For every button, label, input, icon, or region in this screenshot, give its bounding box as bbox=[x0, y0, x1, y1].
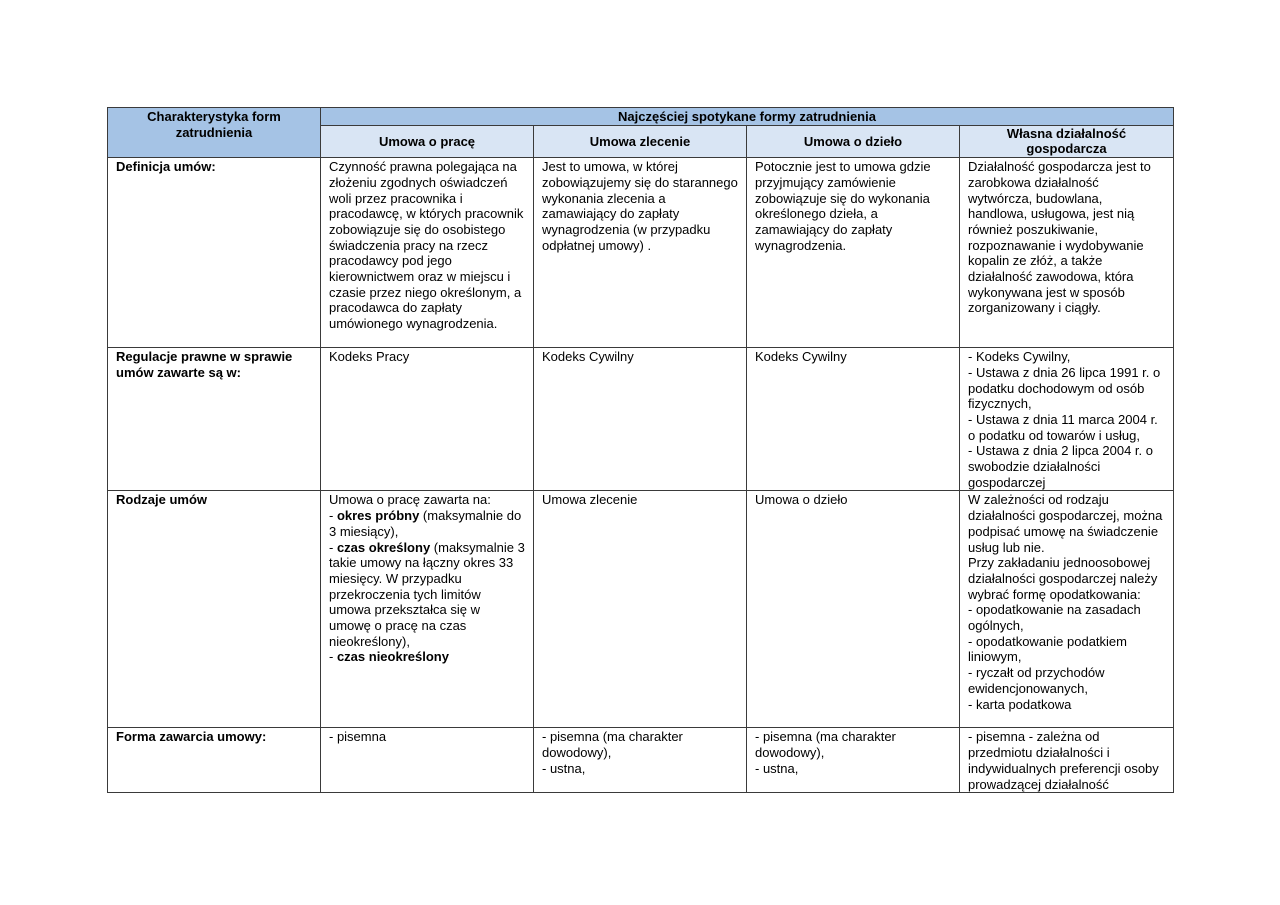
cell-text: Działalność gospodarcza jest to zarobkowa działalność wytwórcza, budowlana, handlowa, usługowa, jest nią również poszukiwanie, rozpoznawanie i wydobywanie kopalin ze złóż, a także działalność zawodowa, która wykonywana jest w sposób zorganizowany i ciągły. bbox=[960, 158, 1174, 348]
header-umowa-o-prace: Umowa o pracę bbox=[321, 125, 534, 157]
header-umowa-zlecenie: Umowa zlecenie bbox=[534, 125, 747, 157]
header-dzialalnosc: Własna działalność gospodarcza bbox=[960, 125, 1174, 157]
cell-text: - pisemna bbox=[321, 728, 534, 793]
cell-text: Kodeks Cywilny bbox=[534, 348, 747, 491]
header-umowa-o-dzielo: Umowa o dzieło bbox=[747, 125, 960, 157]
cell-text: Czynność prawna polegająca na złożeniu zgodnych oświadczeń woli przez pracownika i pracodawcę, w których pracownik zobowiązuje się do osobistego świadczenia pracy na rzecz pracodawcy pod jego kierownictwem oraz w miejscu i czasie przez niego określonym, a pracodawca do zapłaty umówionego wynagrodzenia. bbox=[321, 158, 534, 348]
header-characteristics: Charakterystyka form zatrudnienia bbox=[108, 108, 321, 158]
row-label-contract-form: Forma zawarcia umowy: bbox=[108, 728, 321, 793]
cell-text: Kodeks Cywilny bbox=[747, 348, 960, 491]
cell-text: - pisemna (ma charakter dowodowy), - ustna, bbox=[534, 728, 747, 793]
cell-rich-text: Umowa o pracę zawarta na: - okres próbny (maksymalnie do 3 miesiący), - czas określony (maksymalnie 3 takie umowy na łączny okres 33 miesięcy. W przypadku przekroczenia tych limitów umowa przekształca się w umowę o pracę na czas nieokreślony), - czas nieokreślony bbox=[321, 491, 534, 728]
cell-text: - pisemna - zależna od przedmiotu działalności i indywidualnych preferencji osoby prowadzącej działalność bbox=[960, 728, 1174, 793]
row-label-contract-types: Rodzaje umów bbox=[108, 491, 321, 728]
row-label-regulations: Regulacje prawne w sprawie umów zawarte są w: bbox=[108, 348, 321, 491]
table-row bbox=[108, 348, 1174, 491]
table-row bbox=[108, 158, 1174, 348]
term-probation: okres próbny bbox=[336, 508, 420, 524]
cell-text: Umowa o dzieło bbox=[747, 491, 960, 728]
cell-text: W zależności od rodzaju działalności gospodarczej, można podpisać umowę na świadczenie usług lub nie. Przy zakładaniu jednoosobowej działalności gospodarczej należy wybrać formę opodatkowania: - opodatkowanie na zasadach ogólnych, - opodatkowanie podatkiem liniowym, - ryczałt od przychodów ewidencjonowanych, - karta podatkowa bbox=[960, 491, 1174, 728]
row-label-definition: Definicja umów: bbox=[108, 158, 321, 348]
header-group-title: Najczęściej spotykane formy zatrudnienia bbox=[321, 108, 1174, 126]
employment-forms-table bbox=[107, 107, 1174, 793]
cell-text: - pisemna (ma charakter dowodowy), - ustna, bbox=[747, 728, 960, 793]
cell-text: - Kodeks Cywilny, - Ustawa z dnia 26 lipca 1991 r. o podatku dochodowym od osób fizycznych, - Ustawa z dnia 11 marca 2004 r. o podatku od towarów i usług, - Ustawa z dnia 2 lipca 2004 r. o swobodzie działalności gospodarczej bbox=[960, 348, 1174, 491]
table-row bbox=[108, 728, 1174, 793]
cell-text: Umowa zlecenie bbox=[534, 491, 747, 728]
table-row bbox=[108, 491, 1174, 728]
term-indefinite: czas nieokreślony bbox=[336, 649, 449, 665]
cell-intro: Umowa o pracę zawarta na: bbox=[329, 492, 491, 508]
term-fixed: czas określony bbox=[336, 539, 431, 555]
cell-text: Potocznie jest to umowa gdzie przyjmujący zamówienie zobowiązuje się do wykonania określonego dzieła, a zamawiający do zapłaty wynagrodzenia. bbox=[747, 158, 960, 348]
cell-text: Jest to umowa, w której zobowiązujemy się do starannego wykonania zlecenia a zamawiający do zapłaty wynagrodzenia (w przypadku odpłatnej umowy) . bbox=[534, 158, 747, 348]
cell-text: Kodeks Pracy bbox=[321, 348, 534, 491]
